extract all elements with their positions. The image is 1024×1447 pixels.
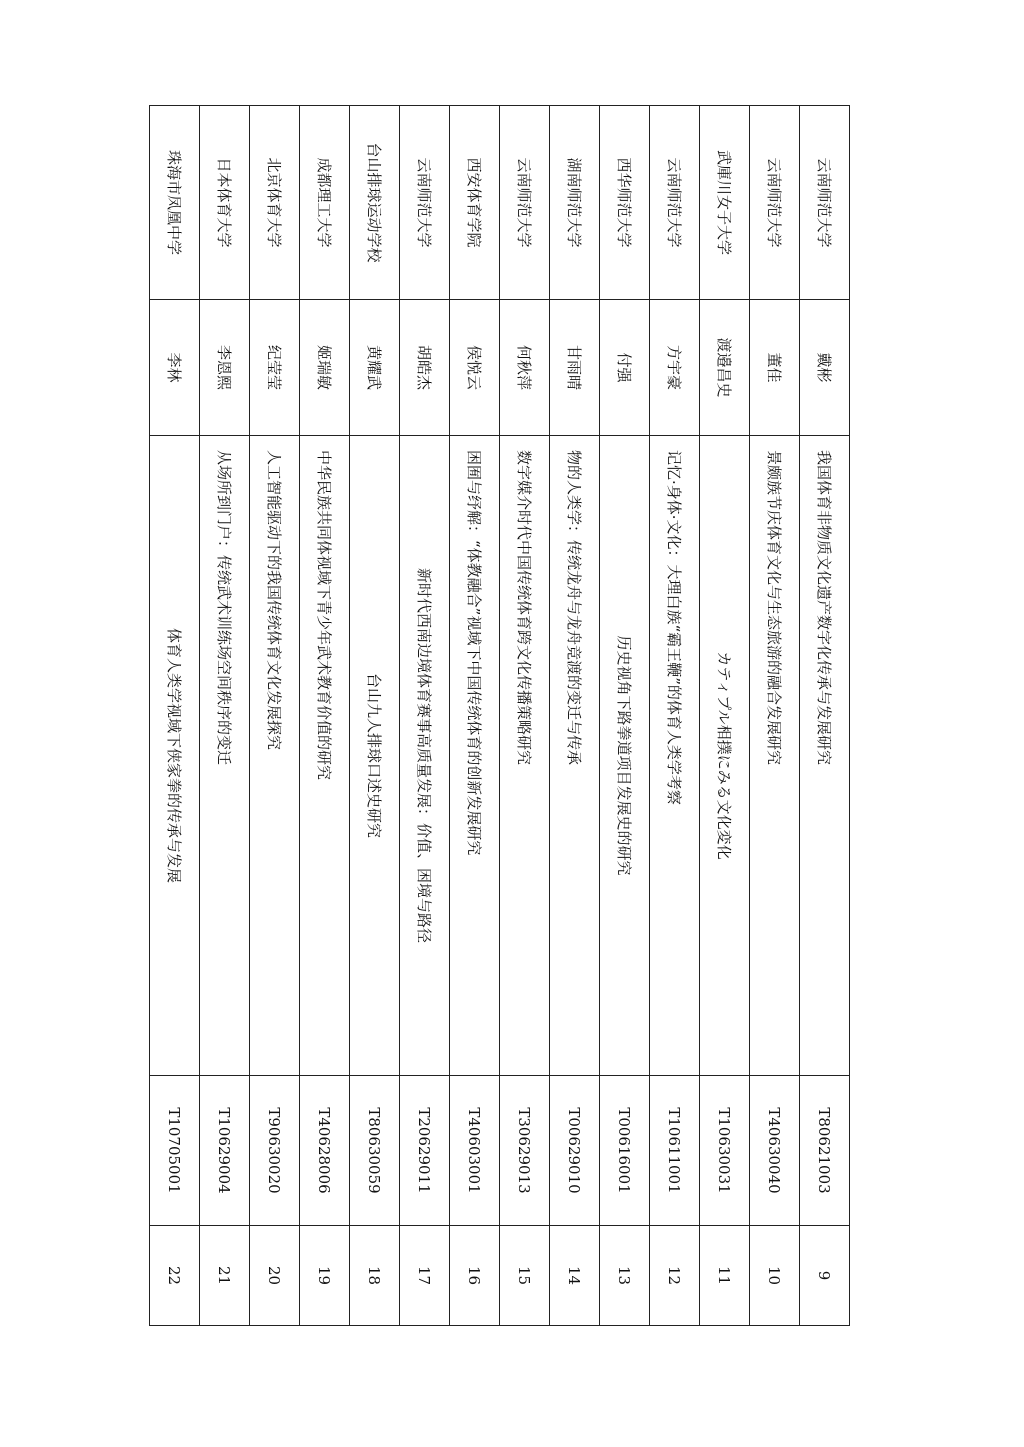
table-row <box>350 106 400 1326</box>
code-cell: T10629004 <box>200 1076 250 1226</box>
title-cell: 台山九人排球口述史研究 <box>350 436 400 1076</box>
author-cell: 胡皓杰 <box>400 300 450 436</box>
author-cell: 何秋萍 <box>500 300 550 436</box>
number-cell: 20 <box>250 1226 300 1326</box>
institution-cell: 台山排球运动学校 <box>350 106 400 300</box>
table-row <box>650 106 700 1326</box>
title-cell: 人工智能驱动下的我国传统体育文化发展探究 <box>250 436 300 1076</box>
number-cell: 21 <box>200 1226 250 1326</box>
title-cell: 数字媒介时代中国传统体育跨文化传播策略研究 <box>500 436 550 1076</box>
institution-cell: 云南师范大学 <box>650 106 700 300</box>
author-cell: 方宇豪 <box>650 300 700 436</box>
institution-cell: 西安体育学院 <box>450 106 500 300</box>
institution-cell: 云南师范大学 <box>750 106 800 300</box>
institution-cell: 北京体育大学 <box>250 106 300 300</box>
table-row <box>550 106 600 1326</box>
code-cell: T80630059 <box>350 1076 400 1226</box>
table-row <box>450 106 500 1326</box>
institution-cell: 湖南师范大学 <box>550 106 600 300</box>
code-cell: T00616001 <box>600 1076 650 1226</box>
table-row <box>250 106 300 1326</box>
table-row <box>750 106 800 1326</box>
code-cell: T10705001 <box>150 1076 200 1226</box>
author-cell: 纪莹莹 <box>250 300 300 436</box>
code-cell: T90630020 <box>250 1076 300 1226</box>
author-cell: 侯悦云 <box>450 300 500 436</box>
table-row <box>600 106 650 1326</box>
institution-cell: 成都理工大学 <box>300 106 350 300</box>
institution-cell: 武庫川女子大学 <box>700 106 750 300</box>
number-cell: 11 <box>700 1226 750 1326</box>
author-cell: 付强 <box>600 300 650 436</box>
table-row <box>150 106 200 1326</box>
code-cell: T40628006 <box>300 1076 350 1226</box>
number-cell: 19 <box>300 1226 350 1326</box>
title-cell: 困囿与纾解：“体教融合”视域下中国传统体育的创新发展研究 <box>450 436 500 1076</box>
title-cell: 物的人类学：传统龙舟与龙舟竞渡的变迁与传承 <box>550 436 600 1076</box>
rotated-table-container <box>154 105 850 1325</box>
table-row <box>400 106 450 1326</box>
author-cell: 戴彬 <box>800 300 850 436</box>
title-cell: 景颇族节庆体育文化与生态旅游的融合发展研究 <box>750 436 800 1076</box>
author-cell: 甘雨晴 <box>550 300 600 436</box>
institution-cell: 西华师范大学 <box>600 106 650 300</box>
number-cell: 16 <box>450 1226 500 1326</box>
institution-cell: 云南师范大学 <box>800 106 850 300</box>
institution-cell: 日本体育大学 <box>200 106 250 300</box>
number-cell: 14 <box>550 1226 600 1326</box>
table-row <box>700 106 750 1326</box>
number-cell: 22 <box>150 1226 200 1326</box>
author-cell: 李恩熙 <box>200 300 250 436</box>
table-row <box>800 106 850 1326</box>
title-cell: 中华民族共同体视域下青少年武术教育价值的研究 <box>300 436 350 1076</box>
title-cell: カティプル相撲にみる文化変化 <box>700 436 750 1076</box>
number-cell: 17 <box>400 1226 450 1326</box>
title-cell: 我国体育非物质文化遗产数字化传承与发展研究 <box>800 436 850 1076</box>
number-cell: 9 <box>800 1226 850 1326</box>
paper-list-table <box>149 105 850 1326</box>
title-cell: 历史视角下路拳道项目发展史的研究 <box>600 436 650 1076</box>
code-cell: T10611001 <box>650 1076 700 1226</box>
number-cell: 10 <box>750 1226 800 1326</box>
table-row <box>500 106 550 1326</box>
title-cell: 新时代西南边境体育赛事高质量发展：价值、困境与路径 <box>400 436 450 1076</box>
code-cell: T30629013 <box>500 1076 550 1226</box>
author-cell: 董佳 <box>750 300 800 436</box>
author-cell: 姬瑞敏 <box>300 300 350 436</box>
number-cell: 13 <box>600 1226 650 1326</box>
code-cell: T40630040 <box>750 1076 800 1226</box>
table-row <box>200 106 250 1326</box>
institution-cell: 珠海市凤凰中学 <box>150 106 200 300</box>
author-cell: 李林 <box>150 300 200 436</box>
title-cell: 从场所到门户：传统武术训练场空间秩序的变迁 <box>200 436 250 1076</box>
author-cell: 渡邉昌史 <box>700 300 750 436</box>
table-row <box>300 106 350 1326</box>
code-cell: T40603001 <box>450 1076 500 1226</box>
author-cell: 黄耀武 <box>350 300 400 436</box>
number-cell: 18 <box>350 1226 400 1326</box>
code-cell: T00629010 <box>550 1076 600 1226</box>
title-cell: 体育人类学视域下侠家拳的传承与发展 <box>150 436 200 1076</box>
institution-cell: 云南师范大学 <box>500 106 550 300</box>
institution-cell: 云南师范大学 <box>400 106 450 300</box>
code-cell: T80621003 <box>800 1076 850 1226</box>
code-cell: T20629011 <box>400 1076 450 1226</box>
number-cell: 15 <box>500 1226 550 1326</box>
code-cell: T10630031 <box>700 1076 750 1226</box>
number-cell: 12 <box>650 1226 700 1326</box>
title-cell: 记忆·身体·文化：大理白族“霸王鞭”的体育人类学考察 <box>650 436 700 1076</box>
